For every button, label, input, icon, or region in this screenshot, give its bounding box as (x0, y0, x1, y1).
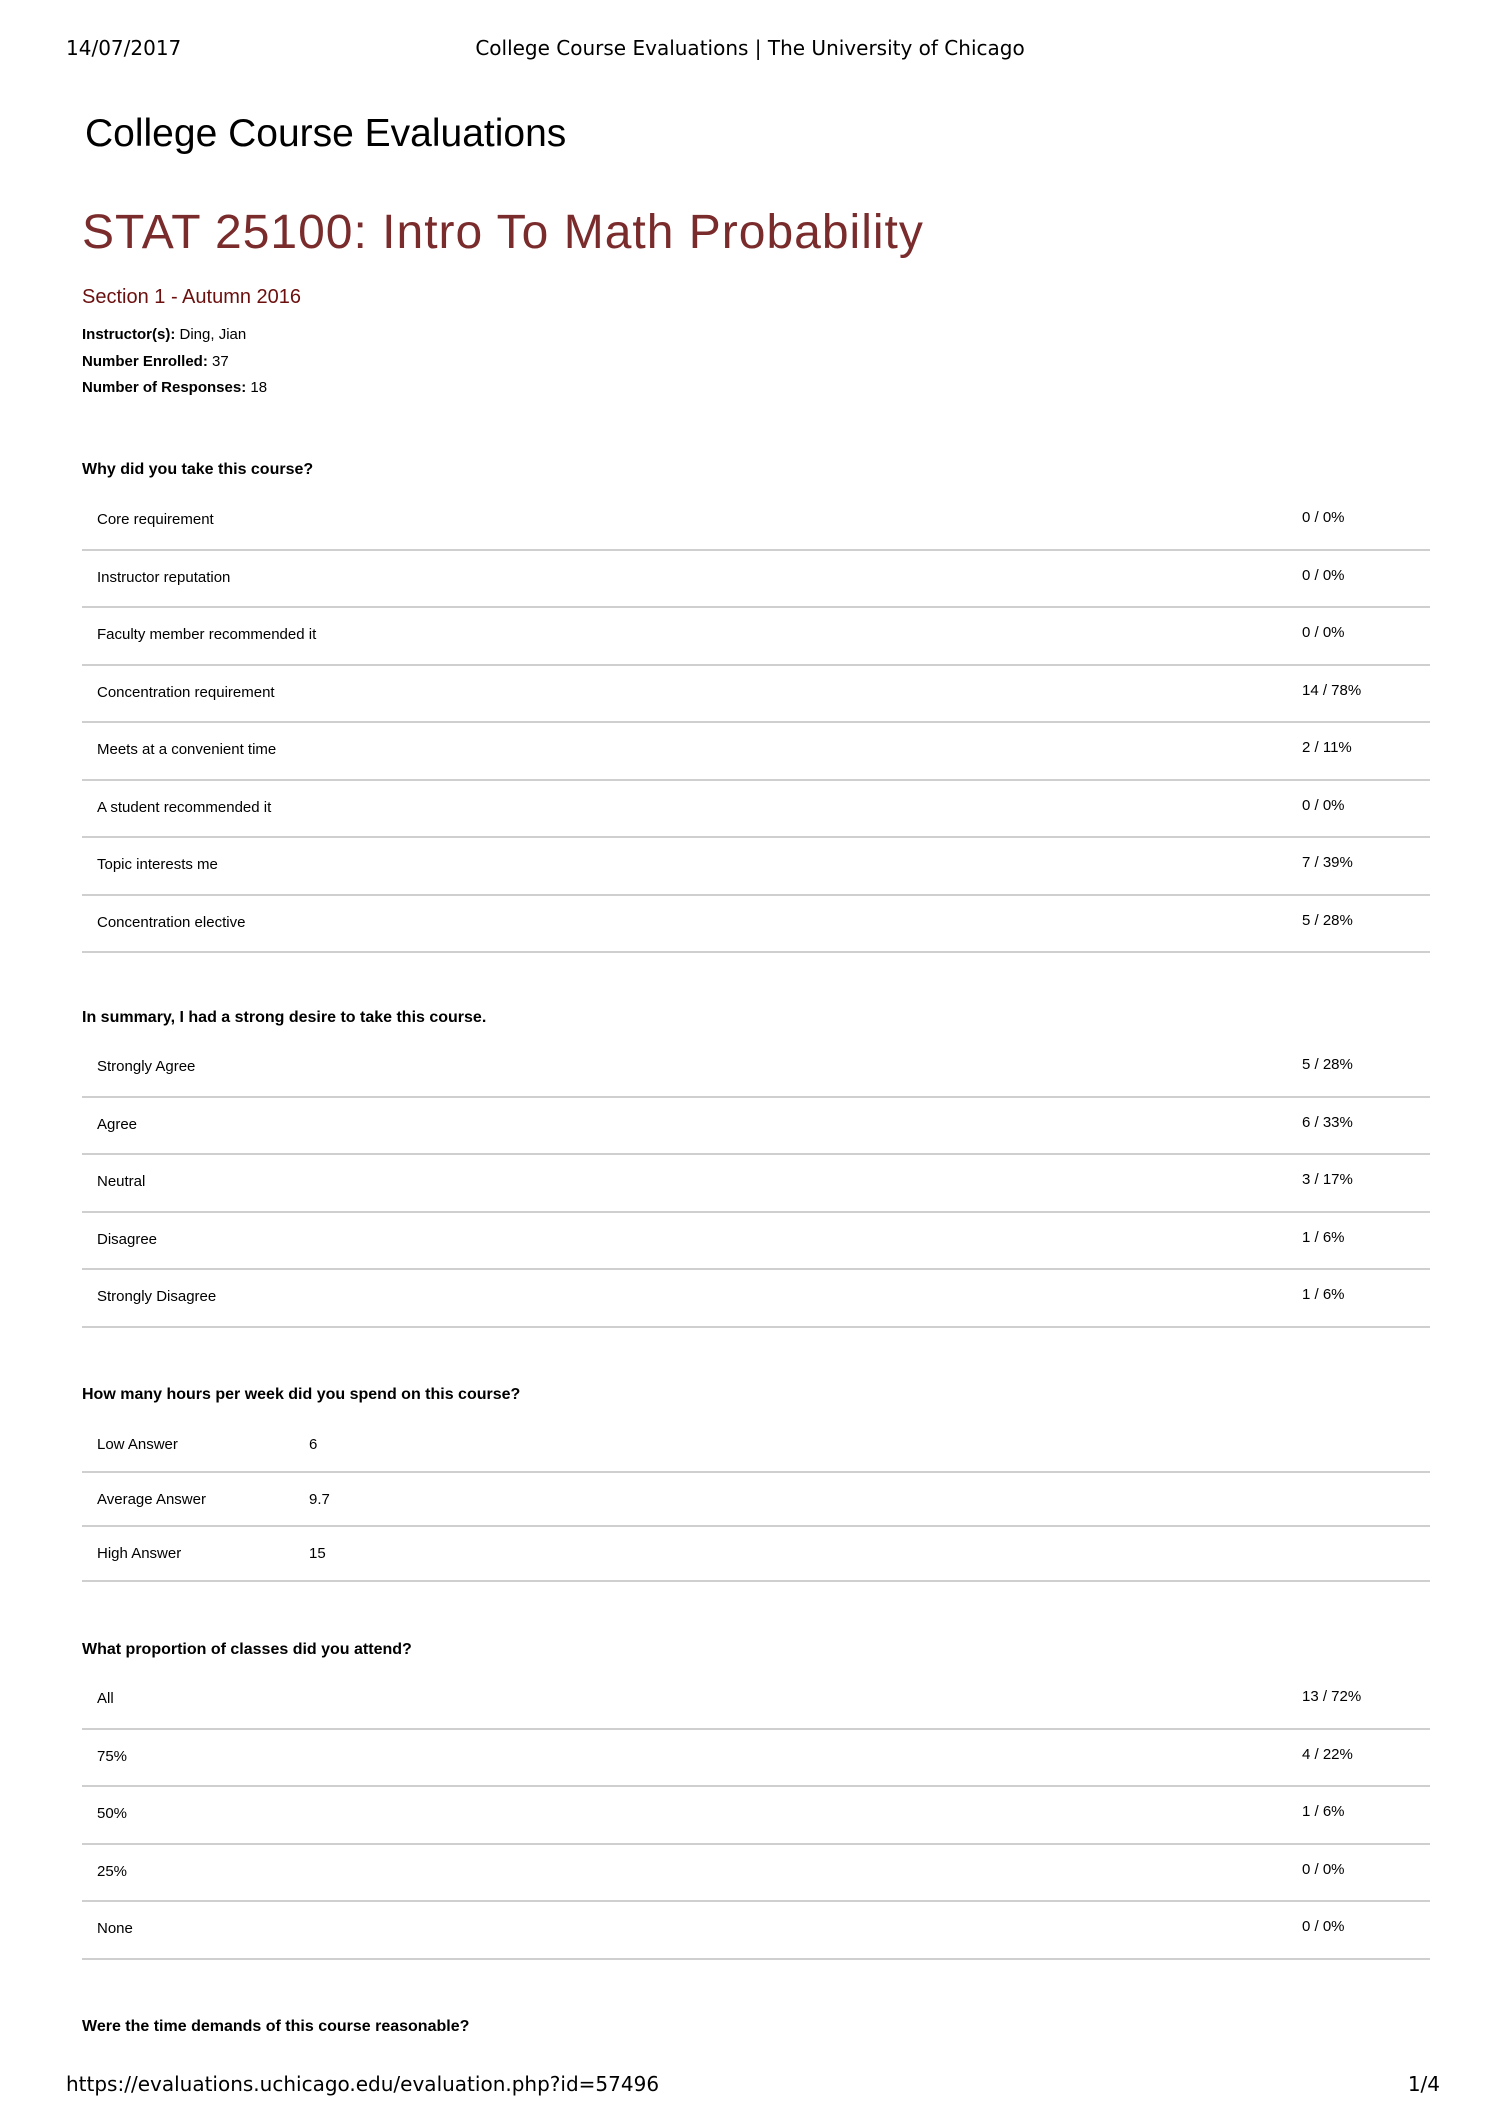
question-why-take: Why did you take this course? (82, 461, 314, 478)
row-value: 3 / 17% (1302, 1171, 1353, 1188)
row-value: 6 (309, 1436, 318, 1453)
row-label: Core requirement (97, 511, 214, 528)
table-row (82, 551, 1430, 609)
instructor-label: Instructor(s): (82, 326, 176, 343)
site-title: College Course Evaluations (85, 112, 567, 155)
responses-line (82, 375, 267, 402)
row-value: 5 / 28% (1302, 911, 1353, 929)
row-label: 50% (97, 1805, 128, 1822)
row-value: 0 / 0% (1302, 624, 1345, 641)
row-value: 0 / 0% (1302, 566, 1345, 584)
row-value: 13 / 72% (1302, 1688, 1362, 1705)
row-label: 25% (97, 1862, 128, 1880)
row-value: 7 / 39% (1302, 854, 1353, 871)
row-value: 4 / 22% (1302, 1745, 1353, 1763)
table-row (82, 1040, 1430, 1098)
row-value: 14 / 78% (1302, 681, 1362, 699)
table-row (82, 1473, 1430, 1528)
table-row (82, 1213, 1430, 1271)
responses-value: 18 (250, 379, 268, 396)
row-label: Topic interests me (97, 856, 218, 873)
results-table-strong-desire (82, 1040, 1430, 1328)
course-title: STAT 25100: Intro To Math Probability (82, 206, 924, 259)
table-row (82, 1902, 1430, 1960)
row-label: Strongly Agree (97, 1058, 196, 1075)
row-label: Concentration elective (97, 913, 246, 931)
row-value: 2 / 11% (1302, 739, 1352, 756)
row-label: Agree (97, 1115, 138, 1133)
table-row (82, 666, 1430, 724)
table-row (82, 1098, 1430, 1156)
row-label: High Answer (97, 1545, 182, 1562)
table-row (82, 1270, 1430, 1328)
row-label: None (97, 1920, 133, 1937)
row-value: 15 (309, 1545, 326, 1562)
table-row (82, 838, 1430, 896)
row-value: 0 / 0% (1302, 509, 1345, 526)
results-table-attendance (82, 1672, 1430, 1960)
row-label: All (97, 1690, 114, 1707)
table-row (82, 493, 1430, 551)
course-meta (82, 322, 267, 402)
row-label: Low Answer (97, 1436, 178, 1453)
row-value: 1 / 6% (1302, 1286, 1345, 1303)
row-label: Instructor reputation (97, 568, 231, 586)
row-label: Meets at a convenient time (97, 741, 277, 758)
print-header-title: College Course Evaluations | The University of Chicago (475, 36, 1025, 60)
row-label: 75% (97, 1747, 128, 1765)
row-label: Faculty member recommended it (97, 626, 317, 643)
page-number: 1/4 (1407, 2072, 1440, 2096)
enrolled-value: 37 (212, 352, 229, 370)
row-value: 0 / 0% (1302, 1860, 1345, 1878)
row-label: Concentration requirement (97, 683, 275, 701)
results-table-why-take (82, 493, 1430, 953)
row-label: Average Answer (97, 1490, 206, 1508)
question-hours-per-week: How many hours per week did you spend on this course? (82, 1386, 521, 1403)
table-row (82, 1787, 1430, 1845)
results-table-hours (82, 1418, 1430, 1582)
table-row (82, 1672, 1430, 1730)
question-attendance: What proportion of classes did you attend? (82, 1641, 412, 1658)
print-footer-url: https://evaluations.uchicago.edu/evaluation.php?id=57496 (66, 2072, 660, 2096)
question-strong-desire: In summary, I had a strong desire to take this course. (82, 1009, 487, 1026)
row-label: Strongly Disagree (97, 1288, 217, 1305)
enrolled-line (82, 349, 267, 376)
table-row (82, 608, 1430, 666)
table-row (82, 1845, 1430, 1903)
row-label: Disagree (97, 1230, 158, 1248)
table-row (82, 1418, 1430, 1473)
table-row (82, 781, 1430, 839)
instructor-value: Ding, Jian (179, 326, 247, 343)
print-date: 14/07/2017 (66, 36, 182, 60)
row-value: 5 / 28% (1302, 1056, 1353, 1073)
question-time-demands: Were the time demands of this course reasonable? (82, 2018, 470, 2035)
table-row (82, 723, 1430, 781)
row-value: 1 / 6% (1302, 1803, 1345, 1820)
table-row (82, 1730, 1430, 1788)
row-value: 9.7 (309, 1490, 330, 1508)
enrolled-label: Number Enrolled: (82, 352, 208, 370)
section-term: Section 1 - Autumn 2016 (82, 286, 302, 308)
responses-label: Number of Responses: (82, 379, 247, 396)
row-label: Neutral (97, 1173, 146, 1190)
instructor-line (82, 322, 267, 349)
row-value: 1 / 6% (1302, 1228, 1345, 1246)
row-label: A student recommended it (97, 798, 272, 816)
row-value: 6 / 33% (1302, 1113, 1353, 1131)
table-row (82, 896, 1430, 954)
row-value: 0 / 0% (1302, 796, 1345, 814)
table-row (82, 1527, 1430, 1582)
table-row (82, 1155, 1430, 1213)
row-value: 0 / 0% (1302, 1918, 1345, 1935)
